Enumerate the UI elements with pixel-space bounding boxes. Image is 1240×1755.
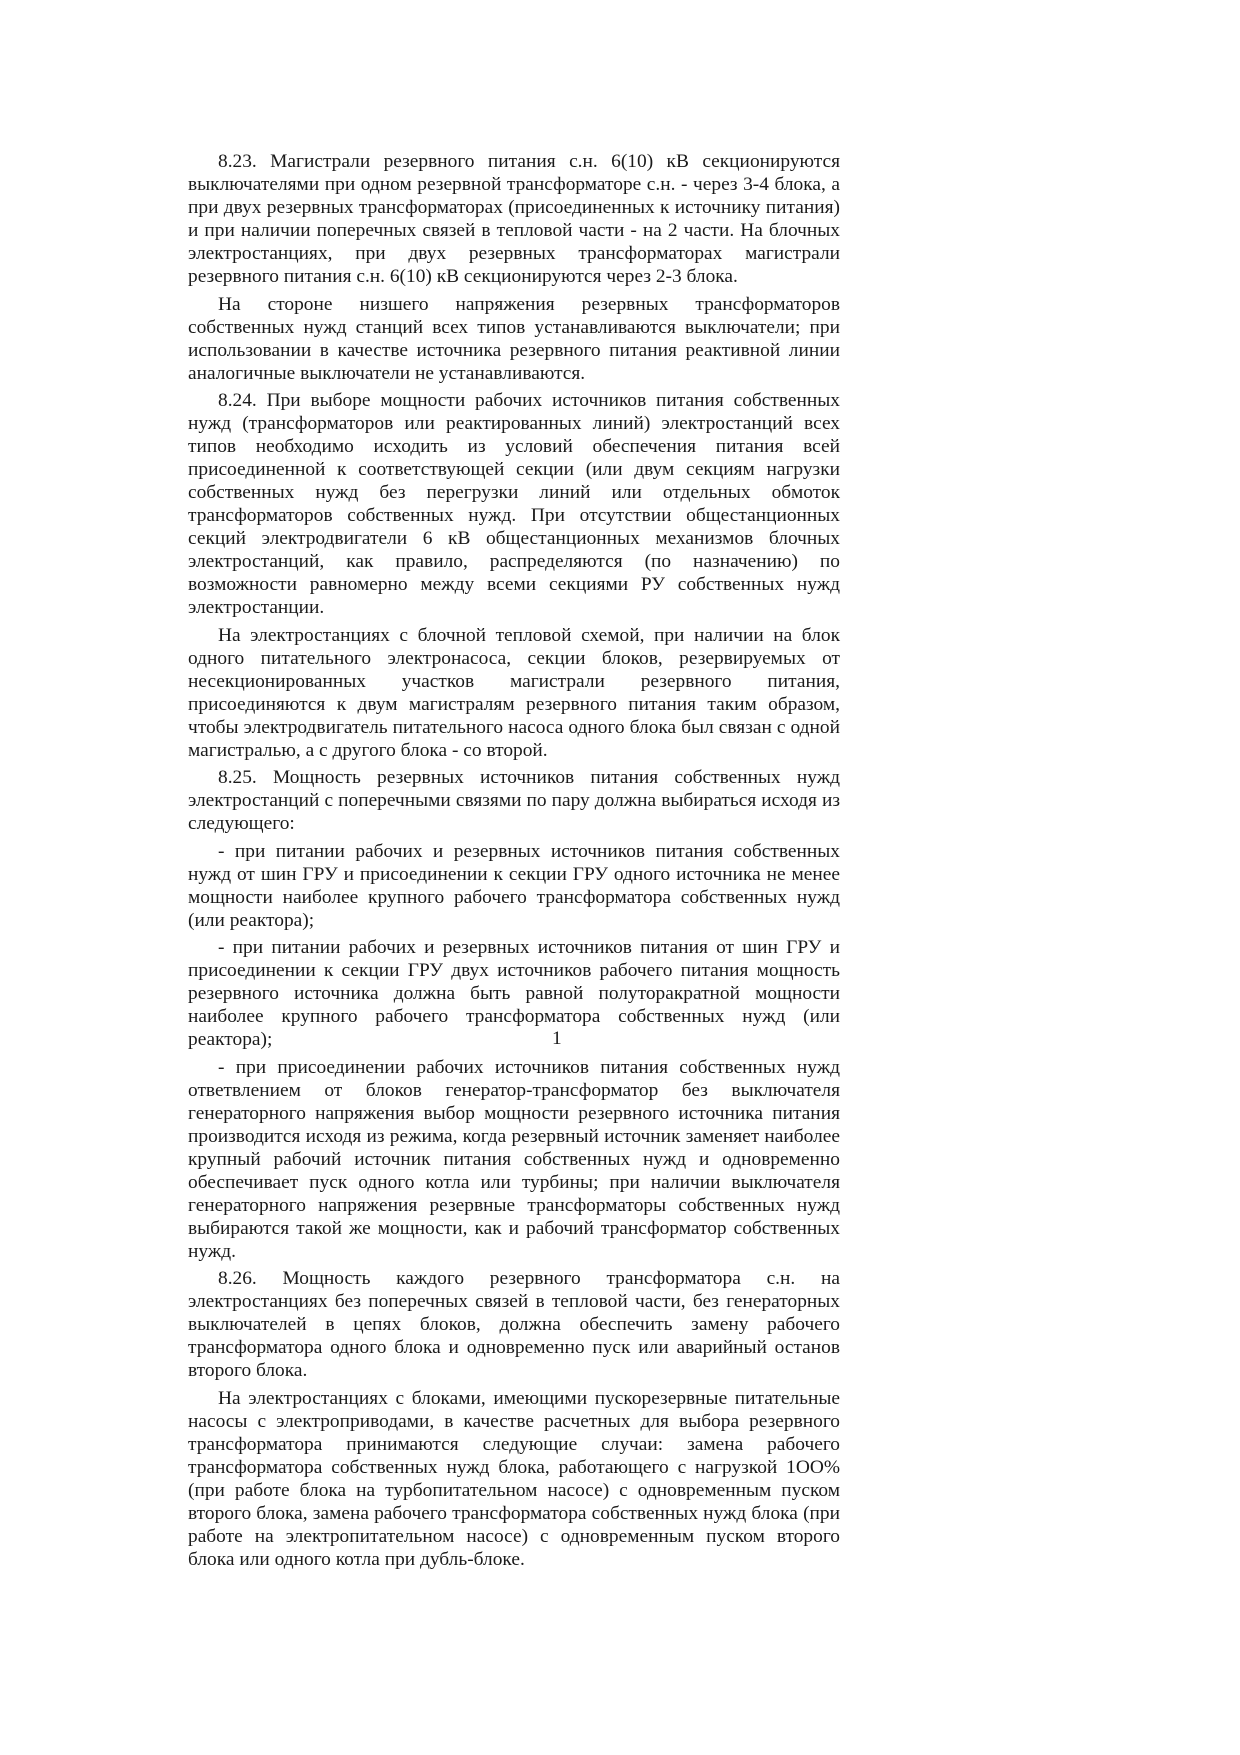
document-page [188, 150, 840, 1575]
paragraph-block-scheme: На электростанциях с блочной тепловой схемой, при наличии на блок одного питательного электронасоса, секции блоков, резервируемых от несекционированных участков магистрали резервного питания, присоединяются к двум магистралям резервного питания таким образом, чтобы электродвигатель питательного насоса одного блока был связан с одной магистралью, а с другого блока - со второй. [188, 624, 840, 761]
paragraph-8-24: 8.24. При выборе мощности рабочих источников питания собственных нужд (трансформаторов или реактированных линий) электростанций всех типов необходимо исходить из условий обеспечения питания всей присоединенной к соответствующей секции (или двум секциям нагрузки собственных нужд без перегрузки линий или отдельных обмоток трансформаторов собственных нужд. При отсутствии общестанционных секций электродвигатели 6 кВ общестанционных механизмов блочных электростанций, как правило, распределяются (по назначению) по возможности равномерно между всеми секциями РУ собственных нужд электростанции. [188, 390, 840, 618]
paragraph-low-voltage-side: На стороне низшего напряжения резервных трансформаторов собственных нужд станций всех типов устанавливаются выключатели; при использовании в качестве источника резервного питания реактивной линии аналогичные выключатели не устанавливаются. [188, 293, 840, 384]
list-item-one-source: - при питании рабочих и резервных источников питания собственных нужд от шин ГРУ и присоединении к секции ГРУ одного источника не менее мощности наиболее крупного рабочего трансформатора собственных нужд (или реактора); [188, 840, 840, 931]
list-item-two-sources: - при питании рабочих и резервных источников питания от шин ГРУ и присоединении к секции ГРУ двух источников рабочего питания мощность резервного источника должна быть равной полуторакратной мощности наиболее крупного рабочего трансформатора собственных нужд (или реактора); [188, 937, 840, 1050]
paragraph-8-25: 8.25. Мощность резервных источников питания собственных нужд электростанций с поперечными связями по пару должна выбираться исходя из следующего: [188, 767, 840, 834]
paragraph-8-23: 8.23. Магистрали резервного питания с.н. 6(10) кВ секционируются выключателями при одном резервной трансформаторе с.н. - через 3-4 блока, а при двух резервных трансформаторах (присоединенных к источнику питания) и при наличии поперечных связей в тепловой части - на 2 части. На блочных электростанциях, при двух резервных трансформаторах магистрали резервного питания с.н. 6(10) кВ секционируются через 2-3 блока. [188, 151, 840, 287]
list-item-branch-connection: - при присоединении рабочих источников питания собственных нужд ответвлением от блоков генератор-трансформатор без выключателя генераторного напряжения выбор мощности резервного источника питания производится исходя из режима, когда резервный источник заменяет наиболее крупный рабочий источник питания собственных нужд и одновременно обеспечивает пуск одного котла или турбины; при наличии выключателя генераторного напряжения резервные трансформаторы собственных нужд выбираются такой же мощности, как и рабочий трансформатор собственных нужд. [188, 1056, 840, 1262]
paragraph-pump-cases: На электростанциях с блоками, имеющими пускорезервные питательные насосы с электроприводами, в качестве расчетных для выбора резервного трансформатора принимаются следующие случаи: замена рабочего трансформатора собственных нужд блока, работающего с нагрузкой 1ОО% (при работе блока на турбопитательном насосе) с одновременным пуском второго блока, замена рабочего трансформатора собственных нужд блока (при работе на электропитательном насосе) с одновременным пуском второго блока или одного котла при дубль-блоке. [188, 1387, 840, 1570]
page-number: 1 [552, 1028, 562, 1049]
paragraph-8-26: 8.26. Мощность каждого резервного трансформатора с.н. на электростанциях без поперечных связей в тепловой части, без генераторных выключателей в цепях блоков, должна обеспечить замену рабочего трансформатора одного блока и одновременно пуск или аварийный останов второго блока. [188, 1268, 840, 1381]
